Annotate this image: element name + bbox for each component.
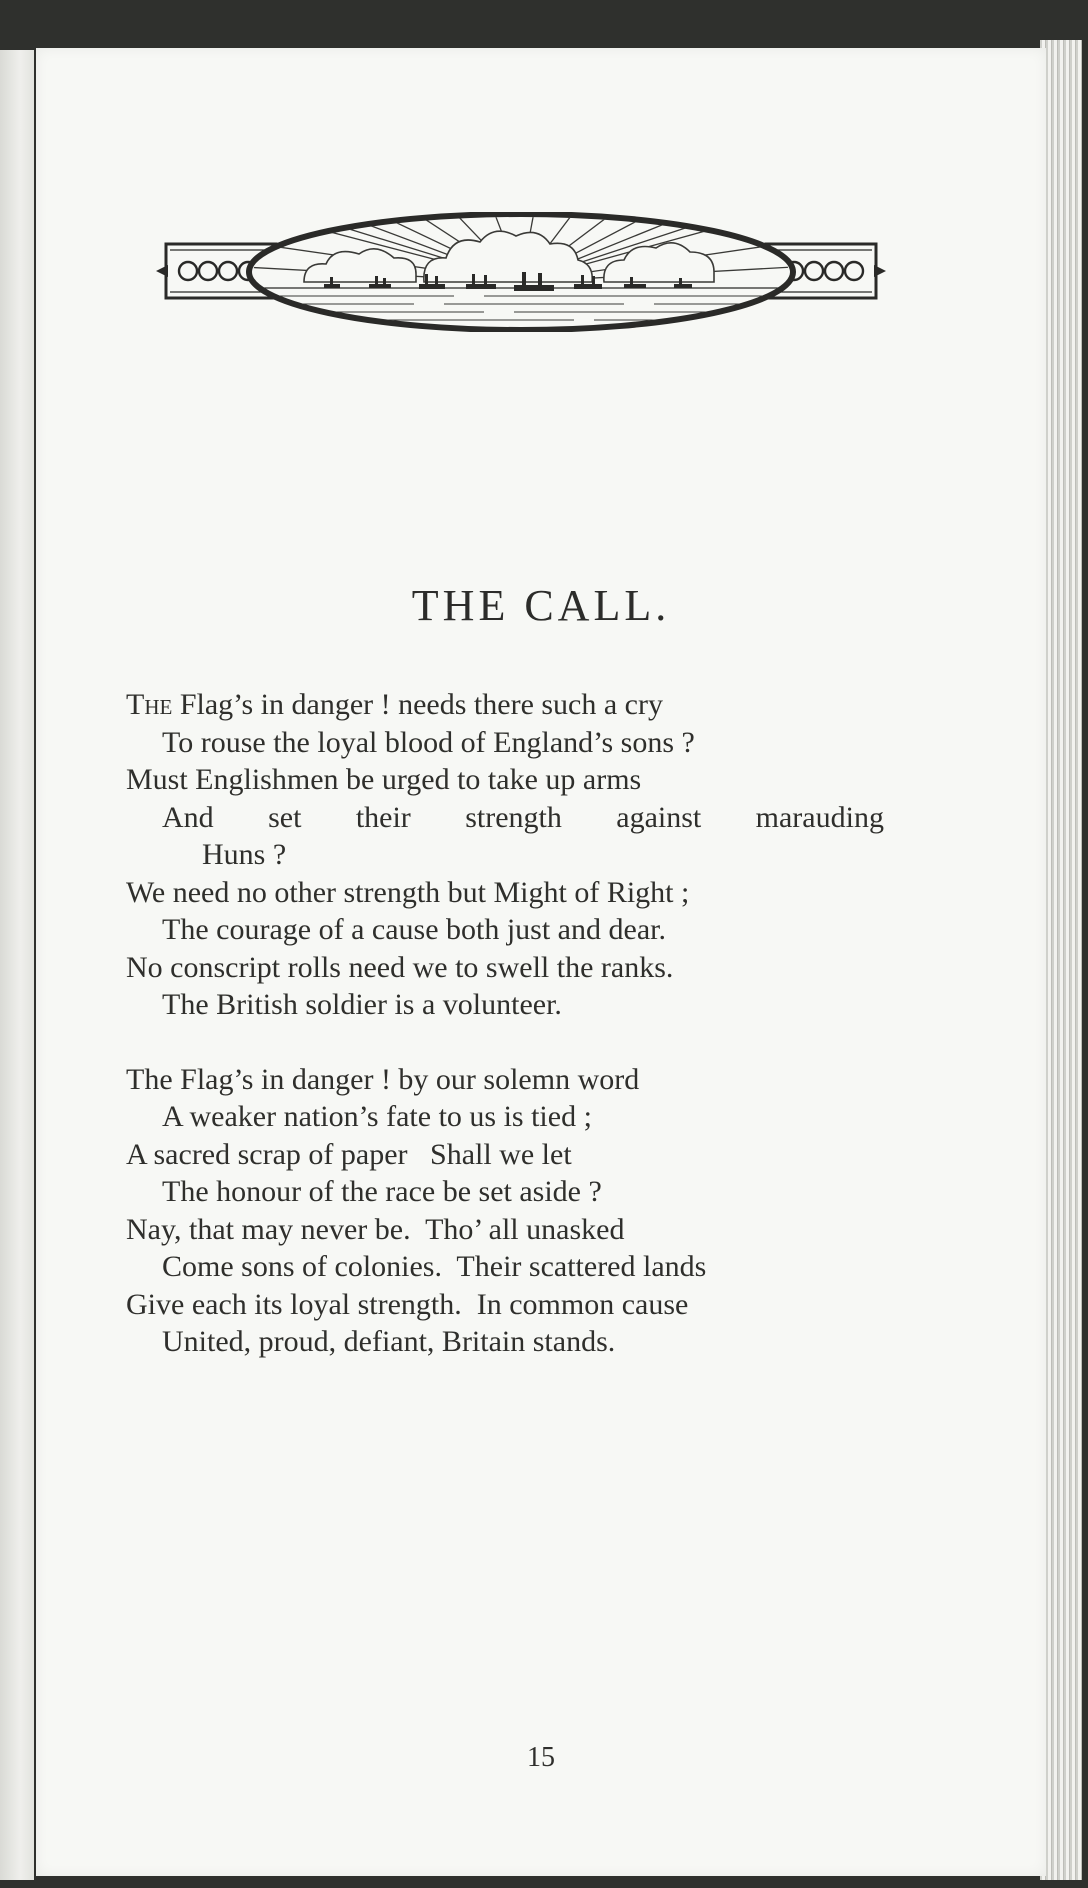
poem-line: The Flag’s in danger ! by our solemn word [126, 1062, 640, 1096]
poem-word: set [268, 800, 302, 834]
poem-line: The British soldier is a volunteer. [162, 988, 562, 1021]
poem-line: Nay, that may never be. Tho’ all unasked [126, 1212, 625, 1246]
page-edges [1040, 40, 1082, 1880]
poem-word: And [162, 800, 214, 834]
poem-line: The courage of a cause both just and dear. [162, 913, 666, 946]
seascape-headpiece-icon [154, 212, 888, 332]
poem-line: To rouse the loyal blood of England’s sons ? [162, 725, 695, 759]
poem-line: Huns ? [202, 838, 287, 871]
page-number: 15 [527, 1742, 555, 1773]
poem-line-rest: Flag’s in danger ! needs there such a cry [172, 688, 663, 721]
poem-word: their [355, 800, 411, 834]
poem-line: We need no other strength but Might of Right ; [126, 875, 690, 909]
poem-title: THE CALL. [411, 581, 671, 630]
poem-body [126, 686, 906, 1361]
poem-line-lead: The [126, 688, 173, 721]
poem-line [126, 799, 884, 837]
poem-line: A weaker nation’s fate to us is tied ; [162, 1100, 592, 1133]
poem-line: Must Englishmen be urged to take up arms [126, 763, 642, 796]
book-page [36, 48, 1046, 1876]
stanza-2 [126, 1061, 906, 1361]
facing-page-edge [0, 50, 34, 1880]
poem-line: A sacred scrap of paper Shall we let [126, 1137, 572, 1171]
poem-line: The honour of the race be set aside ? [162, 1175, 602, 1208]
poem-line: Come sons of colonies. Their scattered lands [162, 1250, 707, 1283]
poem-line: United, proud, defiant, Britain stands. [162, 1325, 616, 1358]
poem-word: marauding [755, 800, 884, 834]
poem-word: against [616, 800, 702, 834]
poem-line: Give each its loyal strength. In common cause [126, 1287, 689, 1321]
poem-word: strength [465, 800, 562, 834]
stanza-1 [126, 686, 906, 1024]
poem-line [126, 686, 906, 724]
poem-line: No conscript rolls need we to swell the ranks. [126, 950, 674, 984]
